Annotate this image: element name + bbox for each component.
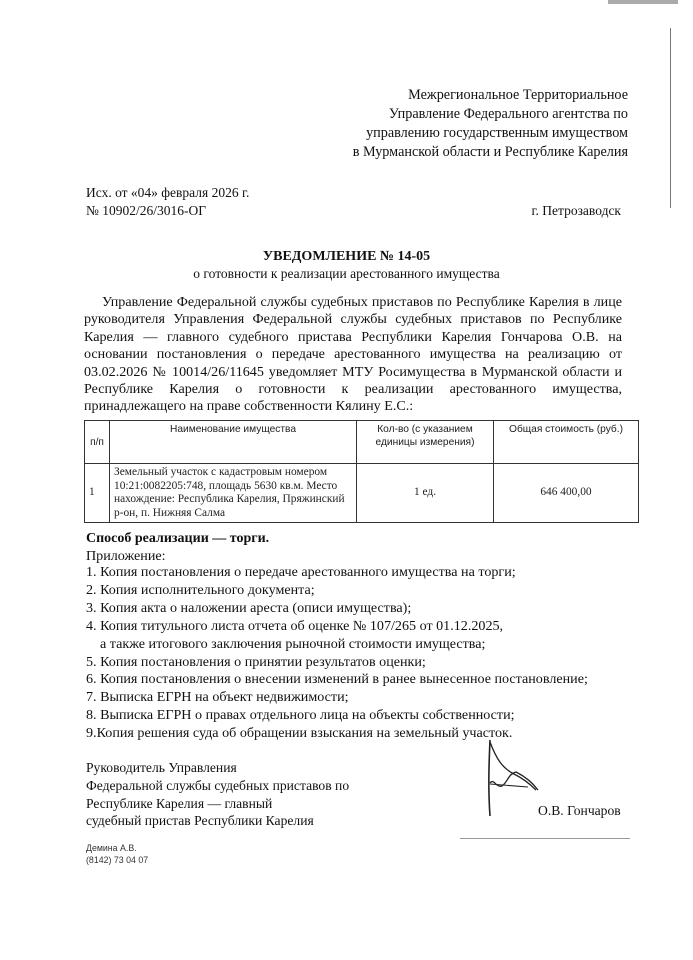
- attachments-label: Приложение:: [86, 548, 166, 564]
- signer-position: [86, 759, 349, 830]
- scan-edge-right: [670, 28, 671, 208]
- table-row: [85, 464, 639, 523]
- divider: [460, 838, 630, 839]
- outgoing-number: № 10902/26/3016-ОГ: [86, 203, 207, 218]
- addressee-line: Управление Федерального агентства по: [388, 106, 628, 122]
- attachment-item-continuation: а также итогового заключения рыночной стоимости имущества;: [100, 635, 486, 652]
- signer-line: Федеральной службы судебных приставов по: [86, 777, 350, 793]
- body-paragraph: Управление Федеральной службы судебных приставов по Республике Карелия в лице руководителя Управления Федеральной службы судебных приставов по Республике Карелия — главного судебного пристава Республики Карелия Гончарова О.В. на основании постановления о передаче арестованного имущества на реализацию от 03.02.2026 № 10014/26/11645 уведомляет МТУ Росимущества в Мурманской области и Республике Карелия о готовности к реализации арестованного имущества, принадлежащего на праве собственности Кялину Е.С.:: [84, 294, 622, 415]
- cell-name: Земельный участок с кадастровым номером 10:21:0082205:748, площадь 5630 кв.м. Место нахождение: Республика Карелия, Пряжинский р-он, п. Нижняя Салма: [110, 464, 357, 523]
- contact-phone: (8142) 73 04 07: [86, 854, 149, 865]
- attachment-item: 9.Копия решения суда об обращении взыскания на земельный участок.: [86, 725, 513, 742]
- header-name: Наименование имущества: [110, 421, 357, 464]
- signer-line: Республике Карелия — главный: [86, 795, 273, 811]
- attachments-list: [86, 564, 588, 743]
- outgoing-date: Исх. от «04» февраля 2026 г.: [86, 185, 250, 200]
- attachment-item: 1. Копия постановления о передаче арестованного имущества на торги;: [86, 564, 516, 580]
- addressee-block: [300, 86, 628, 162]
- scan-edge-top: [608, 0, 678, 4]
- addressee-line: в Мурманской области и Республике Карелия: [352, 144, 628, 160]
- outgoing-reference: [86, 184, 249, 220]
- signer-name: О.В. Гончаров: [538, 803, 621, 818]
- addressee-line: управлению государственным имуществом: [366, 125, 628, 141]
- contact-block: [86, 843, 148, 866]
- attachment-item: 2. Копия исполнительного документа;: [86, 581, 315, 598]
- header-qty: Кол-во (с указанием единицы измерения): [357, 421, 494, 464]
- property-table: [84, 420, 639, 523]
- sale-method: Способ реализации — торги.: [86, 531, 270, 546]
- attachment-item: 5. Копия постановления о принятии результатов оценки;: [86, 653, 426, 670]
- attachment-item: 3. Копия акта о наложении ареста (описи имущества);: [86, 599, 412, 616]
- table-header-row: [85, 421, 639, 464]
- header-num: п/п: [85, 421, 110, 464]
- attachment-item: 7. Выписка ЕГРН на объект недвижимости;: [86, 689, 349, 706]
- header-cost: Общая стоимость (руб.): [494, 421, 639, 464]
- cell-qty: 1 ед.: [357, 464, 494, 523]
- cell-num: 1: [85, 464, 110, 523]
- attachment-item: 6. Копия постановления о внесении изменений в ранее вынесенное постановление;: [86, 671, 588, 688]
- contact-name: Демина А.В.: [86, 843, 137, 853]
- signer-line: Руководитель Управления: [86, 760, 237, 775]
- addressee-line: Межрегиональное Территориальное: [408, 87, 628, 103]
- city: г. Петрозаводск: [531, 203, 621, 218]
- cell-cost: 646 400,00: [494, 464, 639, 523]
- document-title: УВЕДОМЛЕНИЕ № 14-05: [262, 249, 431, 264]
- attachment-item: 4. Копия титульного листа отчета об оценке № 107/265 от 01.12.2025,: [86, 617, 504, 634]
- signer-line: судебный пристав Республики Карелия: [86, 813, 314, 829]
- attachment-item: 8. Выписка ЕГРН о правах отдельного лица на объекты собственности;: [86, 707, 515, 724]
- document-subtitle: о готовности к реализации арестованного имущества: [193, 266, 500, 281]
